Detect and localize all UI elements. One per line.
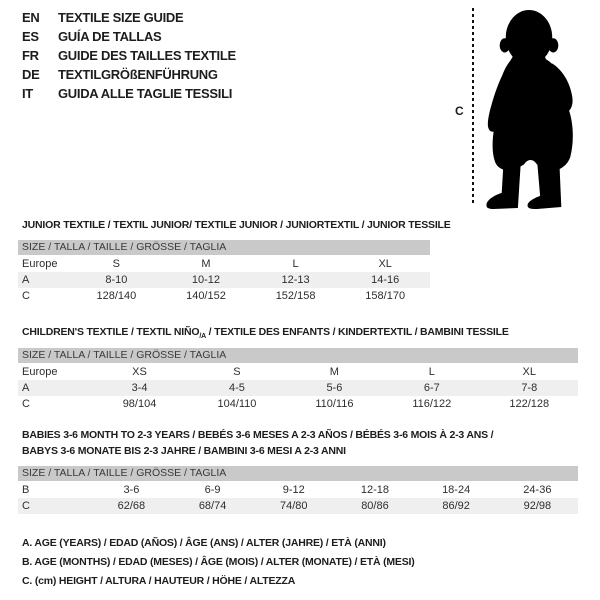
row-label: B	[22, 484, 30, 496]
babies-size-table	[18, 466, 578, 514]
table-cell: L	[428, 366, 435, 378]
language-label: TEXTILE SIZE GUIDE	[58, 10, 184, 25]
table-cell: 3-6	[123, 484, 140, 496]
table-cell: 128/140	[96, 290, 137, 302]
children-title-pre: CHILDREN'S TEXTILE / TEXTIL NIÑO	[22, 326, 200, 338]
language-row-it	[22, 84, 236, 103]
table-cell: 68/74	[198, 500, 227, 512]
table-row	[18, 482, 578, 498]
table-row	[18, 288, 430, 304]
babies-title-line2: BABYS 3-6 MONATE BIS 2-3 JAHRE / BAMBINI 3-6 MESI A 2-3 ANNI	[22, 445, 346, 457]
language-list	[22, 8, 236, 103]
children-section-title	[22, 324, 509, 345]
language-label: TEXTILGRÖßENFÜHRUNG	[58, 67, 218, 82]
table-cell: 92/98	[523, 500, 552, 512]
table-row	[18, 380, 578, 396]
table-cell: 18-24	[442, 484, 471, 496]
table-cell: M	[201, 258, 211, 270]
footnote-a: A. AGE (YEARS) / EDAD (AÑOS) / ÂGE (ANS) / ALTER (JAHRE) / ETÀ (ANNI)	[22, 537, 386, 549]
table-cell: 24-36	[523, 484, 552, 496]
table-cell: 62/68	[117, 500, 146, 512]
table-cell: 158/170	[365, 290, 406, 302]
table-cell: S	[233, 366, 241, 378]
table-row	[18, 498, 578, 514]
table-cell: 12-13	[281, 274, 310, 286]
table-cell: 122/128	[509, 398, 550, 410]
table-row	[18, 256, 430, 272]
footnote-b: B. AGE (MONTHS) / EDAD (MESES) / ÂGE (MOIS) / ALTER (MONATE) / ETÀ (MESI)	[22, 556, 415, 568]
children-title-sub: /A	[199, 333, 206, 341]
row-label: C	[22, 500, 30, 512]
table-cell: XS	[132, 366, 147, 378]
children-table	[18, 364, 578, 412]
table-cell: 140/152	[186, 290, 226, 302]
children-title-post: / TEXTILE DES ENFANTS / KINDERTEXTIL / BAMBINI TESSILE	[205, 326, 509, 338]
measure-c-label: C	[455, 104, 464, 118]
table-cell: 4-5	[229, 382, 245, 394]
row-label: A	[22, 274, 30, 286]
table-cell: 98/104	[122, 398, 157, 410]
language-label: GUÍA DE TALLAS	[58, 29, 162, 44]
babies-section-title	[22, 427, 493, 459]
row-label: C	[22, 398, 30, 410]
row-label: Europe	[22, 366, 58, 378]
junior-section-title: JUNIOR TEXTILE / TEXTIL JUNIOR/ TEXTILE JUNIOR / JUNIORTEXTIL / JUNIOR TESSILE	[22, 219, 451, 231]
row-label: Europe	[22, 258, 58, 270]
language-code: ES	[22, 29, 39, 44]
table-cell: 110/116	[315, 398, 354, 410]
language-code: DE	[22, 67, 40, 82]
table-row	[18, 396, 578, 412]
language-row-de	[22, 65, 236, 84]
table-cell: M	[329, 366, 339, 378]
table-cell: 7-8	[521, 382, 538, 394]
table-cell: 116/122	[412, 398, 452, 410]
table-cell: 6-7	[423, 382, 440, 394]
table-cell: 3-4	[131, 382, 148, 394]
junior-table	[18, 256, 430, 304]
table-cell: 152/158	[275, 290, 316, 302]
table-cell: 14-16	[371, 274, 400, 286]
junior-size-table	[18, 240, 430, 304]
junior-size-header-bar: SIZE / TALLA / TAILLE / GRÖSSE / TAGLIA	[18, 240, 430, 255]
table-cell: XL	[522, 366, 536, 378]
language-row-es	[22, 27, 236, 46]
babies-table	[18, 482, 578, 514]
row-label: C	[22, 290, 30, 302]
height-measure-dashed-line	[472, 8, 474, 205]
table-cell: XL	[378, 258, 392, 270]
children-size-header-bar: SIZE / TALLA / TAILLE / GRÖSSE / TAGLIA	[18, 348, 578, 363]
table-cell: 86/92	[442, 500, 470, 512]
language-code: EN	[22, 10, 40, 25]
table-cell: 74/80	[280, 500, 308, 512]
table-cell: L	[292, 258, 299, 270]
table-cell: 5-6	[326, 382, 343, 394]
table-cell: 10-12	[191, 274, 221, 286]
language-code: FR	[22, 48, 39, 63]
babies-size-header-bar: SIZE / TALLA / TAILLE / GRÖSSE / TAGLIA	[18, 466, 578, 481]
baby-silhouette	[478, 7, 582, 209]
table-cell: 12-18	[360, 484, 390, 496]
table-row	[18, 364, 578, 380]
children-size-table	[18, 348, 578, 412]
footnotes	[22, 534, 415, 591]
language-code: IT	[22, 86, 33, 101]
language-label: GUIDA ALLE TAGLIE TESSILI	[58, 86, 233, 101]
row-label: A	[22, 382, 30, 394]
babies-title-line1: BABIES 3-6 MONTH TO 2-3 YEARS / BEBÉS 3-6 MESES A 2-3 AÑOS / BÉBÉS 3-6 MOIS À 2-3 ANS /	[22, 429, 494, 441]
table-cell: S	[112, 258, 121, 270]
table-cell: 9-12	[282, 484, 305, 496]
language-row-fr	[22, 46, 236, 65]
language-label: GUIDE DES TAILLES TEXTILE	[58, 48, 236, 63]
table-cell: 80/86	[361, 500, 389, 512]
footnote-c: C. (cm) HEIGHT / ALTURA / HAUTEUR / HÖHE / ALTEZZA	[22, 575, 296, 587]
language-row-en	[22, 8, 236, 27]
table-cell: 6-9	[204, 484, 221, 496]
table-cell: 104/110	[217, 398, 257, 410]
table-row	[18, 272, 430, 288]
table-cell: 8-10	[105, 274, 128, 286]
